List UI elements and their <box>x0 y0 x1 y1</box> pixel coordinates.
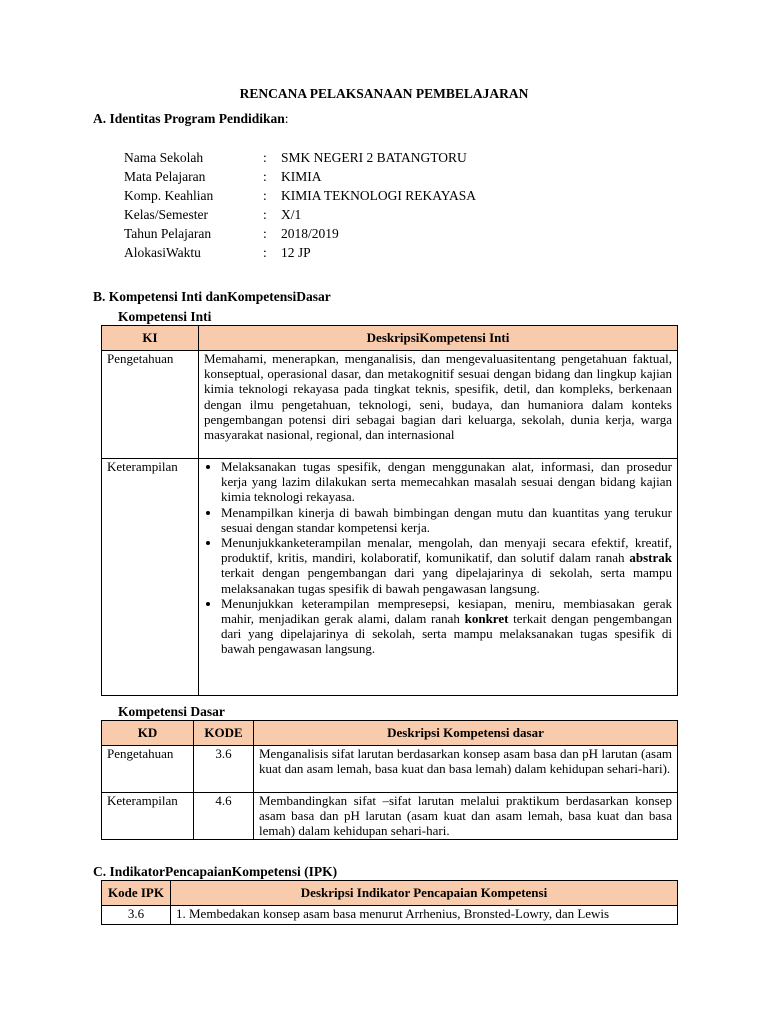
identity-colon: : <box>263 245 267 260</box>
ipk-row <box>102 906 678 925</box>
identity-label: Komp. Keahlian <box>124 188 214 203</box>
ki-description: Memahami, menerapkan, menganalisis, dan mengevaluasitentang pengetahuan faktual, konseptual, operasional dasar, dan metakognitif sesuai dengan bidang dan lingkup kajian kimia teknologi rekayasa pada tingkat teknis, spesifik, detil, dan kompleks, berkenaan dengan ilmu pengetahuan, teknologi, seni, budaya, dan humaniora dalam konteks pengembangan potensi diri sebagai bagian dari keluarga, sekolah, dunia kerja, warga masyarakat nasional, regional, dan internasional <box>199 351 678 459</box>
kd-code: 4.6 <box>194 793 254 840</box>
ki-description <box>199 459 678 696</box>
identity-label: Kelas/Semester <box>124 207 208 222</box>
identity-colon: : <box>263 188 267 203</box>
identity-colon: : <box>263 150 267 165</box>
ipk-description: 1. Membedakan konsep asam basa menurut Arrhenius, Bronsted-Lowry, dan Lewis <box>171 906 678 925</box>
ki-subheading: Kompetensi Inti <box>118 309 212 324</box>
identity-label: Mata Pelajaran <box>124 169 206 184</box>
kd-label: Keterampilan <box>102 793 194 840</box>
identity-label: Nama Sekolah <box>124 150 204 165</box>
ki-label: Keterampilan <box>102 459 199 696</box>
ipk-code: 3.6 <box>102 906 171 925</box>
kd-label: Pengetahuan <box>102 746 194 793</box>
section-a-heading: A. Identitas Program Pendidikan: <box>93 111 289 126</box>
ki-bullet: • Melaksanakan tugas spesifik, dengan menggunakan alat, informasi, dan prosedur kerja yang lazim dilakukan serta memecahkan masalah sesuai dengan bidang kajian kimia teknologi rekayasa. <box>221 459 672 505</box>
kd-description: Membandingkan sifat –sifat larutan melalui praktikum berdasarkan konsep asam basa dan pH larutan (asam kuat dan asam lemah, basa kuat dan basa lemah) dalam kehidupan sehari-hari. <box>254 793 678 840</box>
ki-label: Pengetahuan <box>102 351 199 459</box>
section-c-heading: C. IndikatorPencapaianKompetensi (IPK) <box>93 864 338 879</box>
identity-label: AlokasiWaktu <box>124 245 201 260</box>
ki-table <box>101 325 678 696</box>
identity-colon: : <box>263 169 267 184</box>
ki-header-desc: DeskripsiKompetensi Inti <box>199 326 678 351</box>
identity-colon: : <box>263 207 267 222</box>
identity-label: Tahun Pelajaran <box>124 226 212 241</box>
ipk-header-desc: Deskripsi Indikator Pencapaian Kompetensi <box>171 881 678 906</box>
kd-header-kd: KD <box>102 721 194 746</box>
identity-value: SMK NEGERI 2 BATANGTORU <box>281 150 467 165</box>
ki-bullet: • Menunjukkanketerampilan menalar, mengolah, dan menyaji secara efektif, kreatif, produktif, kritis, mandiri, kolaboratif, komunikatif, dan solutif dalam ranah abstrak terkait dengan pengembangan dari yang dipelajarinya di sekolah, serta mampu melaksanakan tugas spesifik di bawah pengawasan langsung. <box>221 535 672 596</box>
identity-value: 2018/2019 <box>281 226 339 241</box>
kd-header-desc: Deskripsi Kompetensi dasar <box>254 721 678 746</box>
identity-value: KIMIA TEKNOLOGI REKAYASA <box>281 188 477 203</box>
ki-header-ki: KI <box>102 326 199 351</box>
ki-row-keterampilan <box>102 459 678 696</box>
kd-header-row <box>102 721 678 746</box>
kd-row <box>102 793 678 840</box>
ipk-table <box>101 880 678 925</box>
ipk-header-kode: Kode IPK <box>102 881 171 906</box>
kd-description: Menganalisis sifat larutan berdasarkan konsep asam basa dan pH larutan (asam kuat dan asam lemah, basa kuat dan basa lemah) dalam kehidupan sehari-hari). <box>254 746 678 793</box>
kd-code: 3.6 <box>194 746 254 793</box>
kd-header-kode: KODE <box>194 721 254 746</box>
identity-value: KIMIA <box>281 169 322 184</box>
identity-colon: : <box>263 226 267 241</box>
section-b-heading: B. Kompetensi Inti danKompetensiDasar <box>93 289 331 304</box>
document-title: RENCANA PELAKSANAAN PEMBELAJARAN <box>239 86 529 101</box>
ipk-header-row <box>102 881 678 906</box>
identity-value: 12 JP <box>281 245 311 260</box>
kd-subheading: Kompetensi Dasar <box>118 704 225 719</box>
kd-table <box>101 720 678 840</box>
ki-header-row <box>102 326 678 351</box>
ki-row-pengetahuan <box>102 351 678 459</box>
kd-row <box>102 746 678 793</box>
ki-bullet: • Menampilkan kinerja di bawah bimbingan dengan mutu dan kuantitas yang terukur sesuai dengan standar kompetensi kerja. <box>221 505 672 535</box>
ki-bullet: • Menunjukkan keterampilan mempresepsi, kesiapan, meniru, membiasakan gerak mahir, menjadikan gerak alami, dalam ranah konkret terkait dengan pengembangan dari yang dipelajarinya di sekolah, serta mampu melaksanakan tugas spesifik di bawah pengawasan langsung. <box>221 596 672 657</box>
identity-value: X/1 <box>281 207 302 222</box>
